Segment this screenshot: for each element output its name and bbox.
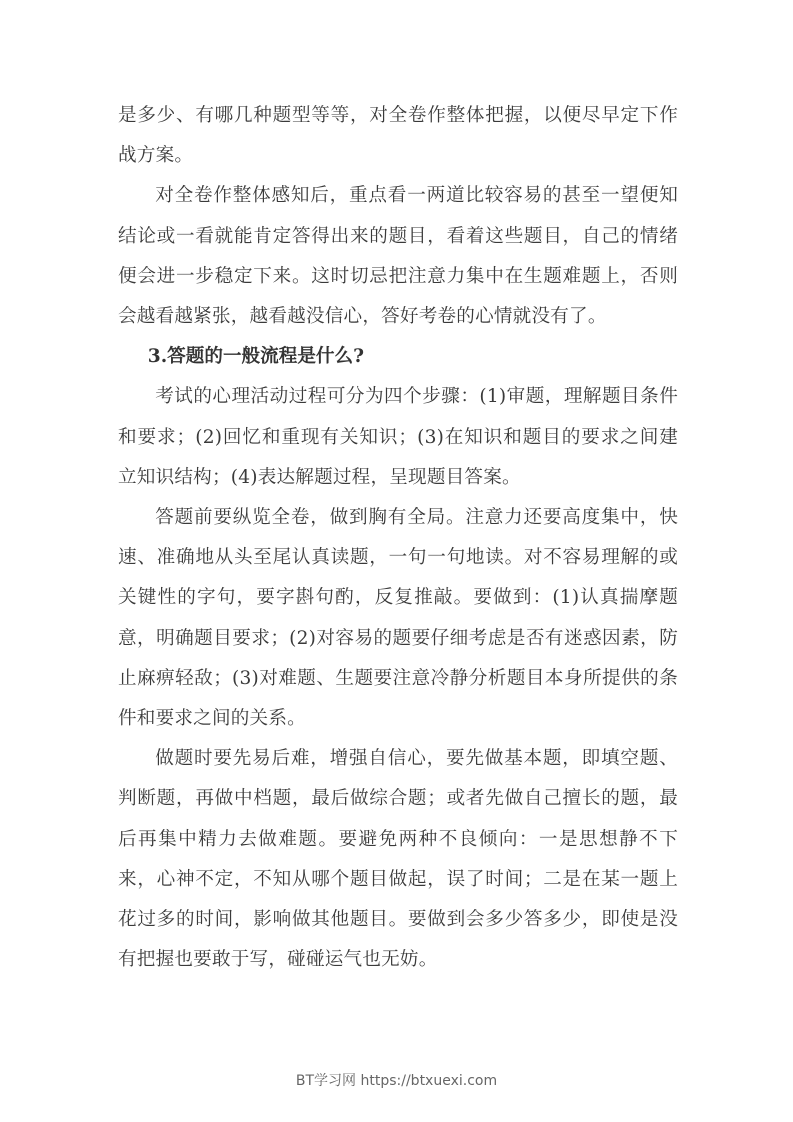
- paragraph-easy-first: 做题时要先易后难，增强自信心，要先做基本题，即填空题、判断题，再做中档题，最后做综合题；或者先做自己擅长的题，最后再集中精力去做难题。要避免两种不良倾向：一是思想静不下来，心神不定，不知从哪个题目做起，误了时间；二是在某一题上花过多的时间，影响做其他题目。要做到会多少答多少，即使是没有把握也要敢于写，碰碰运气也无妨。: [118, 748, 678, 971]
- paragraph-four-steps: 考试的心理活动过程可分为四个步骤：(1)审题，理解题目条件和要求；(2)回忆和重现有关知识；(3)在知识和题目的要求之间建立知识结构；(4)表达解题过程，呈现题目答案。: [118, 386, 678, 488]
- section-heading-answer-process: 3.答题的一般流程是什么?: [147, 346, 364, 368]
- paragraph-continuation: 是多少、有哪几种题型等等，对全卷作整体把握，以便尽早定下作战方案。: [118, 105, 678, 167]
- paragraph-read-questions: 答题前要纵览全卷，做到胸有全局。注意力还要高度集中，快速、准确地从头至尾认真读题，一句一句地读。对不容易理解的或关键性的字句，要字斟句酌，反复推敲。要做到：(1)认真揣摩题意，明确题目要求；(2)对容易的题要仔细考虑是否有迷惑因素，防止麻痹轻敌；(3)对难题、生题要注意冷静分析题目本身所提供的条件和要求之间的关系。: [118, 507, 678, 730]
- page-footer: BT学习网 https://btxuexi.com: [295, 1073, 498, 1089]
- paragraph-overall-perception: 对全卷作整体感知后，重点看一两道比较容易的甚至一望便知结论或一看就能肯定答得出来的题目，看着这些题目，自己的情绪便会进一步稳定下来。这时切忌把注意力集中在生题难题上，否则会越看越紧张，越看越没信心，答好考卷的心情就没有了。: [118, 185, 678, 328]
- document-page: [118, 96, 678, 980]
